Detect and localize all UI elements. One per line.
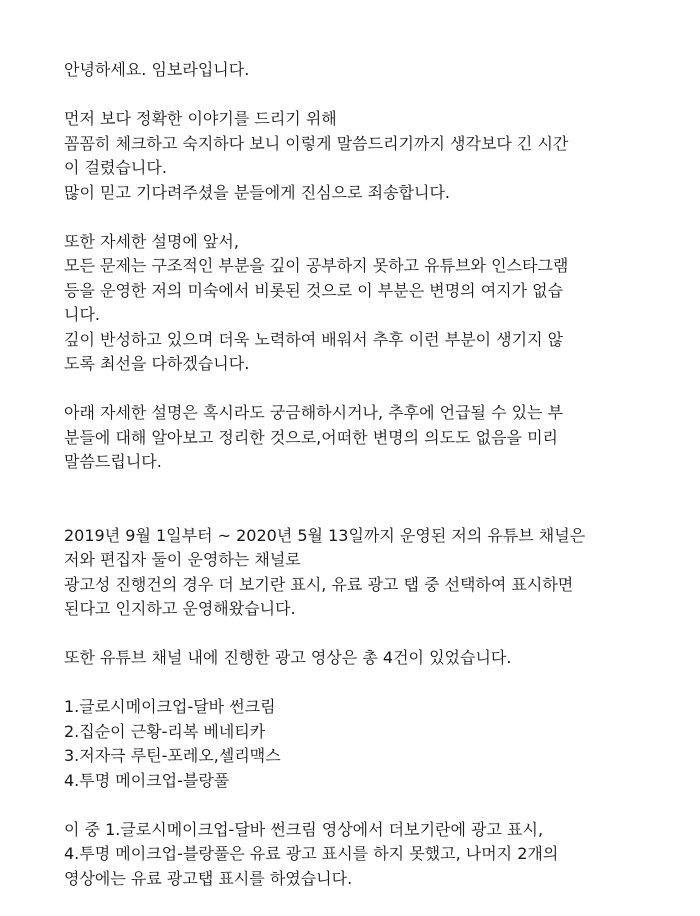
text-line: 많이 믿고 기다려주셨을 분들에게 진심으로 죄송합니다. [64, 182, 451, 202]
ad-video-list [64, 695, 654, 793]
text-line: 모든 문제는 구조적인 부분을 깊이 공부하지 못하고 유튜브와 인스타그램 [64, 256, 569, 275]
text-line: 아래 자세한 설명은 혹시라도 궁금해하시거나, 추후에 언급될 수 있는 부 [64, 403, 564, 422]
text-line: 이 걸렸습니다. [64, 158, 167, 177]
text-line: 깊이 반성하고 있으며 더욱 노력하여 배워서 추후 이런 부분이 생기지 않 [64, 329, 564, 349]
text-line: 4.투명 메이크업-블랑풀은 유료 광고 표시를 하지 못했고, 나머지 2개의 [64, 844, 559, 863]
list-item: 4.투명 메이크업-블랑풀 [64, 770, 230, 790]
text-line: 또한 자세한 설명에 앞서, [64, 231, 239, 251]
list-item: 2.집순이 근황-리복 베네티카 [64, 721, 266, 741]
list-item: 1.글로시메이크업-달바 썬크림 [64, 697, 276, 716]
text-line: 먼저 보다 정확한 이야기를 드리기 위해 [64, 109, 337, 128]
text-line: 꼼꼼히 체크하고 숙지하다 보니 이렇게 말씀드리기까지 생각보다 긴 시간 [64, 133, 569, 153]
text-line: 말씀드립니다. [64, 452, 162, 471]
list-item: 3.저자극 루틴-포레오,셀리맥스 [64, 746, 281, 765]
greeting-line: 안녕하세요. 임보라입니다. [64, 60, 250, 79]
greeting-paragraph [64, 58, 654, 83]
text-line: 또한 유튜브 채널 내에 진행한 광고 영상은 총 4건이 있었습니다. [64, 648, 512, 667]
text-line: 이 중 1.글로시메이크업-달바 썬크림 영상에서 더보기란에 광고 표시, [64, 819, 544, 839]
ad-disclosure-paragraph [64, 818, 654, 892]
text-line: 영상에는 유료 광고탭 표시를 하였습니다. [64, 868, 353, 888]
statement-document [64, 58, 654, 916]
reflection-paragraph [64, 230, 654, 377]
text-line: 도록 최선을 다하겠습니다. [64, 354, 250, 373]
text-line: 니다. [64, 305, 100, 324]
channel-operation-paragraph [64, 524, 654, 622]
text-line: 분들에 대해 알아보고 정리한 것으로,어떠한 변명의 의도도 없음을 미리 [64, 427, 558, 447]
ad-count-paragraph [64, 646, 654, 671]
text-line: 저와 편집자 둘이 운영하는 채널로 [64, 550, 301, 569]
text-line: 광고성 진행건의 경우 더 보기란 표시, 유료 광고 탭 중 선택하여 표시하면 [64, 574, 574, 594]
text-line: 등을 운영한 저의 미숙에서 비롯된 것으로 이 부분은 변명의 여지가 없습 [64, 280, 564, 300]
text-line: 2019년 9월 1일부터 ~ 2020년 5월 13일까지 운영된 저의 유튜브 채널은 [64, 525, 586, 545]
notice-paragraph [64, 401, 654, 475]
apology-paragraph [64, 107, 654, 205]
text-line: 된다고 인지하고 운영해왔습니다. [64, 599, 296, 618]
